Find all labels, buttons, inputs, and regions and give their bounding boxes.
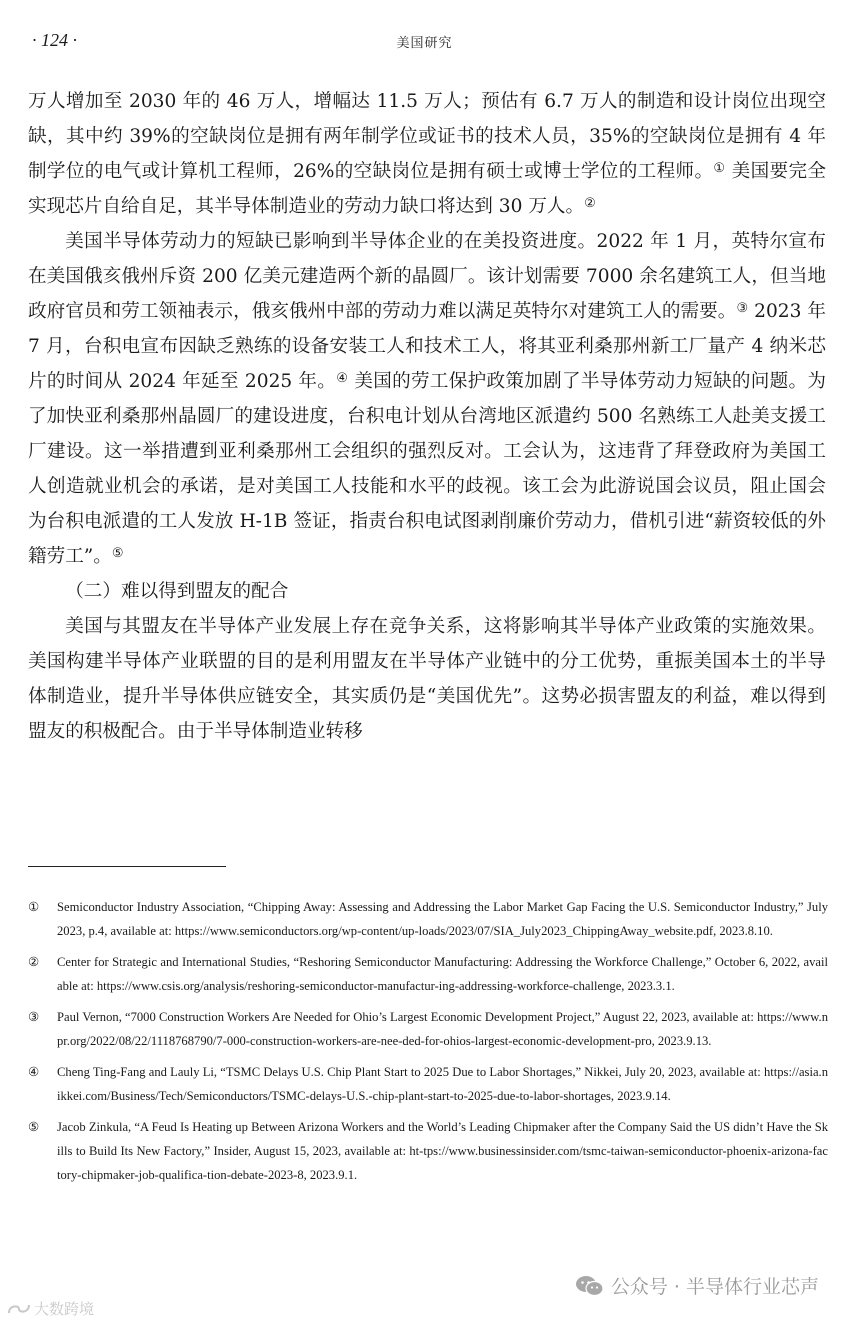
paragraph-3: 美国与其盟友在半导体产业发展上存在竞争关系，这将影响其半导体产业政策的实施效果。美国构建半导体产业联盟的目的是利用盟友在半导体产业链中的分工优势，重振美国本土的半导体制造业，提升半导体供应链安全，其实质仍是“美国优先”。这势必损害盟友的利益，难以得到盟友的积极配合。由于半导体制造业转移	[28, 616, 826, 742]
wechat-watermark	[575, 1272, 819, 1299]
footnote-ref-3[interactable]: ③	[736, 301, 749, 316]
footnote-4	[28, 1060, 828, 1108]
footnote-marker: ③	[28, 1010, 40, 1024]
wechat-icon	[575, 1274, 605, 1298]
running-head	[28, 30, 821, 58]
footnote-ref-4[interactable]: ④	[336, 371, 349, 386]
footnote-text: Jacob Zinkula, “A Feud Is Heating up Between Arizona Workers and the World’s Leading Chipmaker after the Company Said the US didn’t Have the Skills to Build Its New Factory,” Insider, August 15, 2023, available at: ht-tps://www.businessinsider.com/tsmc-taiwan-semiconductor-phoenix-arizona-factory-chipmaker-job-qualifica-tion-debate-2023-8, 2023.9.1.	[57, 1120, 828, 1182]
wechat-watermark-text: 公众号 · 半导体行业芯声	[610, 1276, 819, 1298]
footnote-marker: ⑤	[28, 1120, 40, 1134]
footnotes	[28, 895, 828, 1194]
corner-watermark-text: 大数跨境	[34, 1300, 95, 1318]
page-number: · 124 ·	[32, 30, 77, 50]
footnote-5	[28, 1115, 828, 1187]
journal-title: 美国研究	[396, 36, 453, 51]
footnote-ref-5[interactable]: ⑤	[111, 546, 124, 561]
footnote-1	[28, 895, 828, 943]
footnote-text: Semiconductor Industry Association, “Chipping Away: Assessing and Addressing the Labor Market Gap Facing the U.S. Semiconductor Industry,” July 2023, p.4, available at: https://www.semiconductors.org/wp-content/up-loads/2023/07/SIA_July2023_ChippingAway_website.pdf, 2023.8.10.	[57, 900, 828, 938]
paragraph-2: 美国半导体劳动力的短缺已影响到半导体企业的在美投资进度。2022 年 1 月，英特尔宣布在美国俄亥俄州斥资 200 亿美元建造两个新的晶圆厂。该计划需要 7000 余名建筑工人，但当地政府官员和劳工领袖表示，俄亥俄州中部的劳动力难以满足英特尔对建筑工人的需要。③ 2023 年 7 月，台积电宣布因缺乏熟练的设备安装工人和技术工人，将其亚利桑那州新工厂量产 4 纳米芯片的时间从 2024 年延至 2025 年。④ 美国的劳工保护政策加剧了半导体劳动力短缺的问题。为了加快亚利桑那州晶圆厂的建设进度，台积电计划从台湾地区派遣约 500 名熟练工人赴美支援工厂建设。这一举措遭到亚利桑那州工会组织的强烈反对。工会认为，这违背了拜登政府为美国工人创造就业机会的承诺，是对美国工人技能和水平的歧视。该工会为此游说国会议员，阻止国会为台积电派遣的工人发放 H-1B 签证，指责台积电试图剥削廉价劳动力，借机引进“薪资较低的外籍劳工”。⑤	[28, 231, 827, 567]
paragraph-1: 万人增加至 2030 年的 46 万人，增幅达 11.5 万人；预估有 6.7 万人的制造和设计岗位出现空缺，其中约 39%的空缺岗位是拥有两年制学位或证书的技术人员，35%的空缺岗位是拥有 4 年制学位的电气或计算机工程师，26%的空缺岗位是拥有硕士或博士学位的工程师。① 美国要完全实现芯片自给自足，其半导体制造业的劳动力缺口将达到 30 万人。②	[28, 91, 826, 217]
footnote-marker: ④	[28, 1065, 40, 1079]
body-text	[28, 84, 826, 749]
corner-watermark	[6, 1298, 94, 1319]
logo-icon	[6, 1301, 32, 1317]
footnote-2	[28, 950, 828, 998]
footnote-ref-2[interactable]: ②	[584, 196, 596, 211]
section-heading: （二）难以得到盟友的配合	[65, 581, 289, 602]
footnote-3	[28, 1005, 828, 1053]
footnote-text: Paul Vernon, “7000 Construction Workers Are Needed for Ohio’s Largest Economic Development Project,” August 22, 2023, available at: https://www.npr.org/2022/08/22/1118768790/7-000-construction-workers-are-nee-ded-for-ohios-largest-economic-development-pro, 2023.9.13.	[57, 1010, 828, 1048]
footnote-marker: ②	[28, 955, 40, 969]
footnote-ref-1[interactable]: ①	[713, 161, 726, 176]
footnote-text: Cheng Ting-Fang and Lauly Li, “TSMC Delays U.S. Chip Plant Start to 2025 Due to Labor Shortages,” Nikkei, July 20, 2023, available at: https://asia.nikkei.com/Business/Tech/Semiconductors/TSMC-delays-U.S.-chip-plant-start-to-2025-due-to-labor-shortages, 2023.9.14.	[57, 1065, 828, 1103]
footnote-text: Center for Strategic and International Studies, “Reshoring Semiconductor Manufacturing: Addressing the Workforce Challenge,” October 6, 2022, available at: https://www.csis.org/analysis/reshoring-semiconductor-manufactur-ing-addressing-workforce-challenge, 2023.3.1.	[57, 955, 828, 993]
footnote-divider	[28, 866, 226, 867]
footnote-marker: ①	[28, 900, 40, 914]
